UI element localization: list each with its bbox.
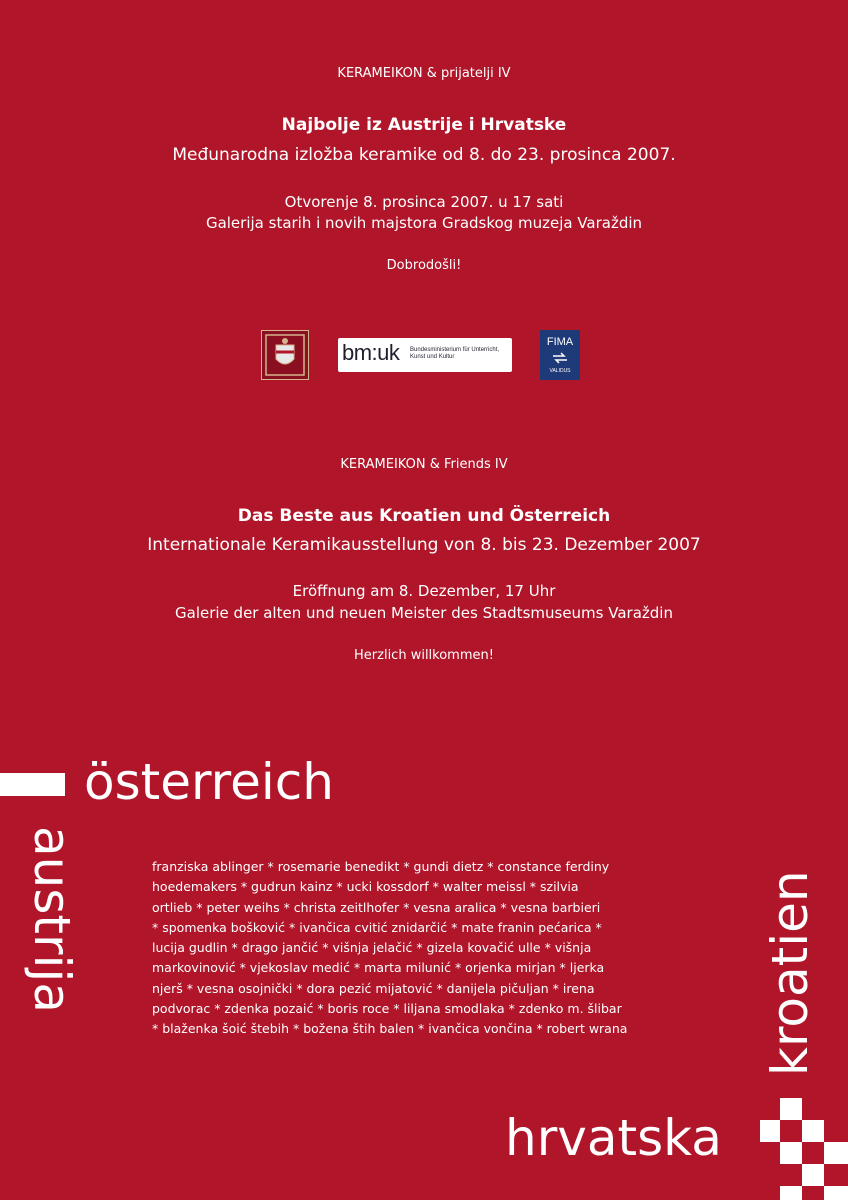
artist-line: hoedemakers * gudrun kainz * ucki kossdorf * walter meissl * szilvia [152,879,579,895]
checker-square [780,1186,802,1200]
artist-line: * blaženka šoić štebih * božena štih balen * ivančica vončina * robert wrana [152,1021,628,1037]
bmuk-logo [338,338,512,372]
white-bar-left [0,773,65,796]
checker-square [802,1164,824,1186]
welcome-de: Herzlich willkommen! [354,648,494,663]
event-title-hr: KERAMEIKON & prijatelji IV [337,66,511,81]
museum-crest-logo [261,330,309,380]
venue-de: Galerie der alten und neuen Meister des Stadtsmuseums Varaždin [175,604,673,622]
word-austrija: austrija [23,826,81,1013]
fima-logo [540,330,580,380]
artist-line: * spomenka bošković * ivančica cvitić znidarčić * mate franin pećarica * [152,919,602,935]
artist-line: lucija gudlin * drago jančić * višnja jelačić * gizela kovačić ulle * višnja [152,940,592,956]
word-kroatien-container [760,856,820,1076]
word-kroatien: kroatien [761,870,819,1076]
bmuk-logo-subtitle: Bundesministerium für Unterricht, Kunst und Kultur [410,347,500,360]
fima-logo-subtitle: VALIDUS [549,368,571,374]
artist-list [152,857,700,1040]
artist-line: podvorac * zdenka pozaić * boris roce * liljana smodlaka * zdenko m. šlibar [152,1001,622,1017]
word-oesterreich: österreich [84,753,334,811]
artist-line: njerš * vesna osojnički * dora pezić mijatović * danijela pičuljan * irena [152,980,595,996]
subtitle-de: Internationale Keramikausstellung von 8. bis 23. Dezember 2007 [147,535,701,555]
opening-de: Eröffnung am 8. Dezember, 17 Uhr [292,582,556,600]
fima-arrows-icon [552,352,568,364]
fima-logo-text: FIMA [546,336,574,348]
checker-square [824,1142,848,1164]
checker-square [780,1098,802,1120]
checker-square [824,1186,848,1200]
bmuk-logo-text: bm:uk [342,340,400,365]
headline-hr: Najbolje iz Austrije i Hrvatske [281,115,567,135]
artist-line: markovinović * vjekoslav medić * marta milunić * orjenka mirjan * ljerka [152,960,605,976]
subtitle-hr: Međunarodna izložba keramike od 8. do 23. prosinca 2007. [172,145,676,165]
opening-hr: Otvorenje 8. prosinca 2007. u 17 sati [284,193,564,211]
headline-de: Das Beste aus Kroatien und Österreich [237,506,611,526]
checker-square [780,1142,802,1164]
word-austrija-container [22,826,82,1046]
artist-line: ortlieb * peter weihs * christa zeitlhofer * vesna aralica * vesna barbieri [152,899,601,915]
word-hrvatska: hrvatska [505,1109,722,1167]
artist-line: franziska ablinger * rosemarie benedikt * gundi dietz * constance ferdiny [152,859,610,874]
checker-square [802,1120,824,1142]
checker-square [760,1120,780,1142]
event-title-de: KERAMEIKON & Friends IV [340,457,508,472]
checkerboard-motif [760,1098,848,1200]
welcome-hr: Dobrodošli! [386,258,462,273]
venue-hr: Galerija starih i novih majstora Gradskog muzeja Varaždin [205,214,643,232]
